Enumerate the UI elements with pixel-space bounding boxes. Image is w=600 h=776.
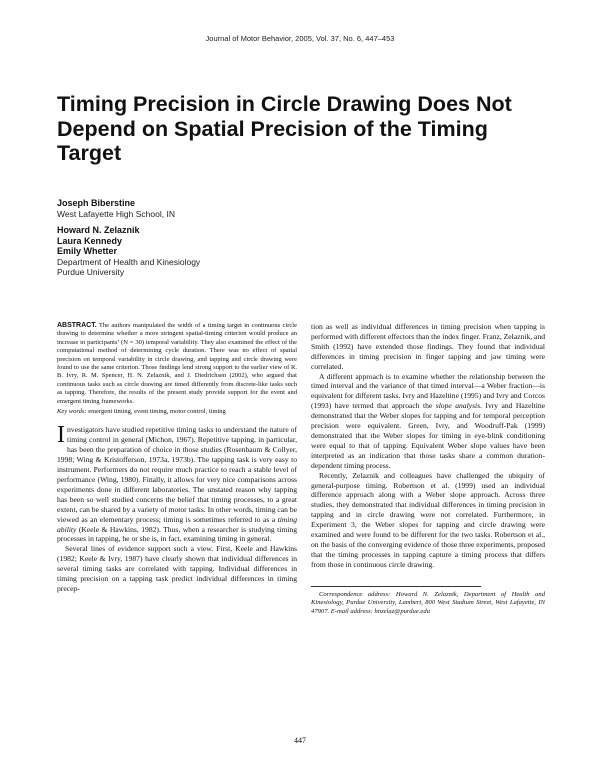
body-paragraph: Recently, Zelaznik and colleagues have challenged the ubiquity of general-purpose timing. Robertson et al. (1999) used an individual difference approach along with a Weber slope approach. Across three studies, they demonstrated that individual differences in timing precision in tapping and in circle drawing were not correlated. Furthermore, in Experiment 3, the Weber slopes for tapping and circle drawing were examined and were found to be different for the two tasks. Robertson et al., on the basis of the converging evidence of those three experiments, proposed that the timing processes in tapping capture a timing process that differs from those in continuous circle drawing. [311,470,545,569]
body-paragraph: tion as well as individual differences in timing precision when tapping is performed with different effectors than the index finger. Franz, Zelaznik, and Smith (1992) have extended those findings. They found that individual differences in timing precision in finger tapping and jaw timing were correlated. [311,322,545,371]
author-name: Joseph Biberstine [57,198,136,208]
body-paragraph: A different approach is to examine whether the relationship between the timed interval and the variance of that timed interval—a Weber fraction—is equivalent for different tasks. Ivry and Hazeltine (1995) and Ivry and Corcos (1993) have termed that approach the slope analysis. Ivry and Hazeltine demonstrated that the Weber slopes for tapping and for temporal perception precision were equivalent. Green, Ivry, and Woodruff-Pak (1999) demonstrated that the Weber slopes for timing in eye-blink conditioning were equal to that of tapping. Equivalent Weber slope values have been interpreted as an indication that those tasks share a common duration-dependent timing process. [311,371,545,470]
drop-cap: I [57,422,65,449]
author-block [57,198,200,278]
body-paragraph: Several lines of evidence support such a view. First, Keele and Hawkins (1982; Keele & Ivry, 1987) have clearly shown that individual differences in several timing tasks are correlated with tapping. Individual differences in timing precision on a tapping task predict individual differences in timing precep- [57,544,297,593]
article-title: Timing Precision in Circle Drawing Does Not Depend on Spatial Precision of the Timing Target [57,92,512,165]
author-name: Howard N. Zelaznik [57,225,140,235]
page-number: 447 [294,736,306,745]
author-name: Laura Kennedy [57,235,123,246]
emphasis: slope analysis. [435,401,482,411]
author-affiliation: West Lafayette High School, IN [57,208,175,219]
abstract [57,322,297,406]
right-column [311,322,545,616]
keywords-label: Key words: [57,408,87,416]
author-university: Purdue University [57,267,125,277]
keywords-text: emergent timing, event timing, motor control, timing [88,408,226,416]
left-column [57,322,297,594]
abstract-text: The authors manipulated the width of a timing target in continuous circle drawing to determine whether a more stringent spatial-timing criterion would produce an increase in participants’ (N = 30) temporal variability. They also examined the effect of the computational method of determining cycle duration. There was no effect of spatial precision on temporal variability in circle drawing, and tapping and circle drawing were found to use the same criterion. Those findings lend strong support to the earlier view of R. B. Ivry, R. M. Spencer, H. N. Zelaznik, and J. Diedrichsen (2002), who argued that continuous tasks such as circle drawing are timed differently from discrete-like tasks such as tapping. Therefore, the results of the present study provide support for the event and emergent timing frameworks. [57,322,297,405]
running-head: Journal of Motor Behavior, 2005, Vol. 37, No. 6, 447–453 [205,34,395,43]
keywords [57,408,297,416]
correspondence-address: Correspondence address: Howard N. Zelaznik, Department of Health and Kinesiology, Purdue University, Lambert, 800 West Stadium Street, West Lafayette, IN 47907. E-mail address: hnzelaz@purdue.edu [311,590,545,615]
body-paragraph: Investigators have studied repetitive timing tasks to understand the nature of timing control in general (Michon, 1967). Repetitive tapping, in particular, has been the preparation of choice in those studies (Rosenbaum & Collyer, 1998; Wing & Kristofferson, 1973a, 1973b). The tapping task is very easy to instrument. Performers do not require much practice to reach a stable level of performance (Wing, 1980). Finally, it allows for very nice comparisons across experiments done in different laboratories. The unstated reason why tapping has been so well studied concerns the belief that timing processes, to a great extent, can be shared by a variety of motor tasks. In other words, timing can be viewed as an elementary process; timing is sometimes referred to as a timing ability (Keele & Hawkins, 1982). Thus, when a researcher is studying timing processes in tapping, he or she is, in fact, examining timing in general. [57,422,297,544]
author-name: Emily Whetter [57,246,118,256]
abstract-label: ABSTRACT. [57,322,97,329]
emphasis: timing ability [57,514,297,534]
footnote-rule [311,586,481,587]
author-department: Department of Health and Kinesiology [57,256,201,267]
